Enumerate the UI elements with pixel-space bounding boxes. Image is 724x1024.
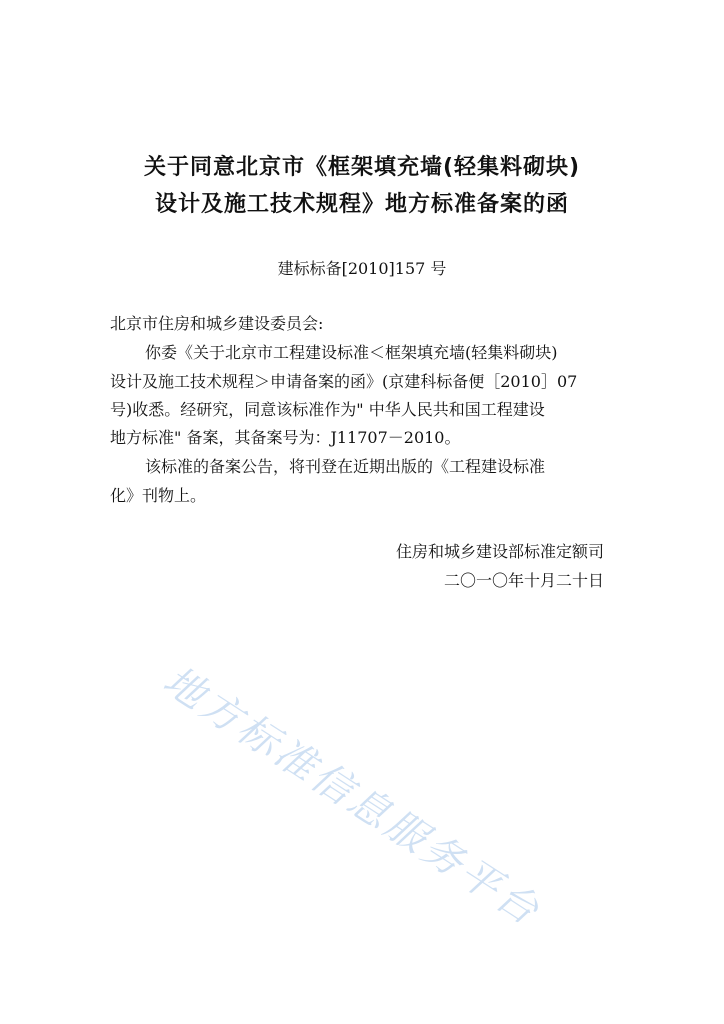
body-line-6: 化》刊物上。 [110,486,207,505]
body-line-5: 该标准的备案公告，将刊登在近期出版的《工程建设标准 [145,457,546,476]
body-line-1: 你委《关于北京市工程建设标准＜框架填充墙(轻集料砌块) [145,343,558,362]
watermark: 地方标准信息服务平台 [155,657,550,936]
document-title-line-1: 关于同意北京市《框架填充墙(轻集料砌块) [143,155,581,180]
document-number: 建标标备[2010]157 号 [277,259,447,278]
body-line-4: 地方标准" 备案，其备案号为：J11707－2010。 [110,428,461,447]
issuer-signature: 住房和城乡建设部标准定额司 [395,542,604,561]
body-line-3: 号)收悉。经研究，同意该标准作为" 中华人民共和国工程建设 [110,400,545,419]
salutation: 北京市住房和城乡建设委员会: [110,314,324,333]
document-title-line-2: 设计及施工技术规程》地方标准备案的函 [154,192,569,217]
issue-date: 二〇一〇年十月二十日 [443,571,604,590]
body-line-2: 设计及施工技术规程＞申请备案的函》(京建科标备便［2010］07 [110,372,578,391]
